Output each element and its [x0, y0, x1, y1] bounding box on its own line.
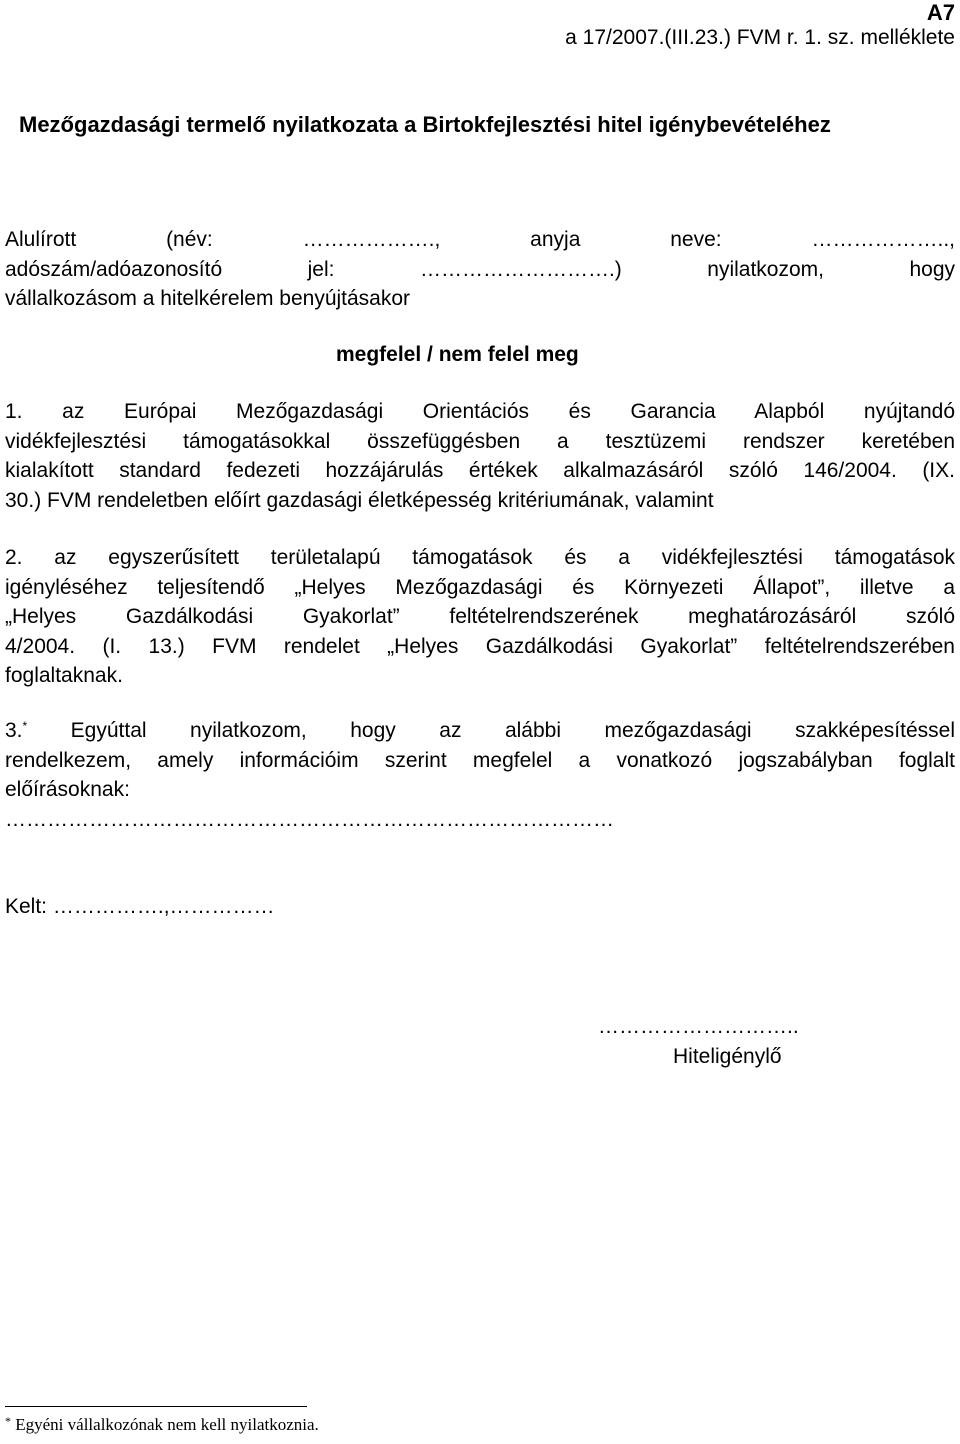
declaration-line-2: adószám/adóazonosító jel: ……………………….) nyilatkozom, hogy [5, 257, 955, 281]
item-2-paragraph [5, 543, 955, 691]
item-2-line-3: „Helyes Gazdálkodási Gyakorlat” feltételrendszerének meghatározásáról szóló [5, 605, 955, 628]
item-2-line-1: 2. az egyszerűsített területalapú támogatások és a vidékfejlesztési támogatások [5, 546, 955, 569]
item-3-paragraph [5, 716, 955, 834]
item-3-line-3: előírásoknak: [5, 778, 130, 801]
footnote-text: Egyéni vállalkozónak nem kell nyilatkoznia. [11, 1415, 319, 1434]
footnote-reference-marker: * [22, 719, 28, 733]
signature-label: Hiteligénylő [673, 1045, 782, 1068]
item-1-line-3: kialakított standard fedezeti hozzájárulás értékek alkalmazásáról szóló 146/2004. (IX. [5, 459, 955, 482]
date-place-line: Kelt: …………….,…………… [5, 895, 275, 918]
item-3-number: 3. [5, 719, 23, 742]
item-2-line-5: foglaltaknak. [5, 664, 123, 687]
item-3-line-1-text: Egyúttal nyilatkozom, hogy az alábbi mezőgazdasági szakképesítéssel [27, 719, 955, 742]
declaration-line-3: vállalkozásom a hitelkérelem benyújtásakor [5, 287, 411, 310]
compliance-status-text: megfelel / nem felel meg [336, 343, 579, 366]
item-1-line-2: vidékfejlesztési támogatásokkal összefüggésben a tesztüzemi rendszer keretében [5, 429, 955, 453]
footnote-marker: * [5, 1414, 11, 1428]
signature-line: ……………………….. [598, 1015, 799, 1038]
item-1-paragraph [5, 397, 955, 515]
item-1-line-4: 30.) FVM rendeletben előírt gazdasági életképesség kritériumának, valamint [5, 488, 714, 512]
signature-block [598, 1012, 928, 1072]
qualification-fill-line: …………………………………………………………………………… [5, 807, 614, 831]
item-2-line-4: 4/2004. (I. 13.) FVM rendelet „Helyes Gazdálkodási Gyakorlat” feltételrendszerében [5, 634, 955, 658]
item-1-line-1: 1. az Európai Mezőgazdasági Orientációs és Garancia Alapból nyújtandó [5, 400, 955, 423]
item-2-line-2: igényléséhez teljesítendő „Helyes Mezőgazdasági és Környezeti Állapot”, illetve a [5, 575, 955, 599]
footnote [5, 1413, 319, 1437]
declaration-line-1: Alulírott (név: ………………., anyja neve: ……………….., [5, 228, 955, 251]
footnote-divider [5, 1406, 307, 1407]
annex-reference: a 17/2007.(III.23.) FVM r. 1. sz. melléklete [565, 26, 955, 49]
document-title: Mezőgazdasági termelő nyilatkozata a Birtokfejlesztési hitel igénybevételéhez [19, 112, 831, 137]
declaration-paragraph [5, 225, 955, 314]
annex-code: A7 [926, 0, 955, 25]
item-3-line-2: rendelkezem, amely információim szerint megfelel a vonatkozó jogszabályban foglalt [5, 748, 955, 772]
item-3-line-1 [5, 716, 955, 746]
